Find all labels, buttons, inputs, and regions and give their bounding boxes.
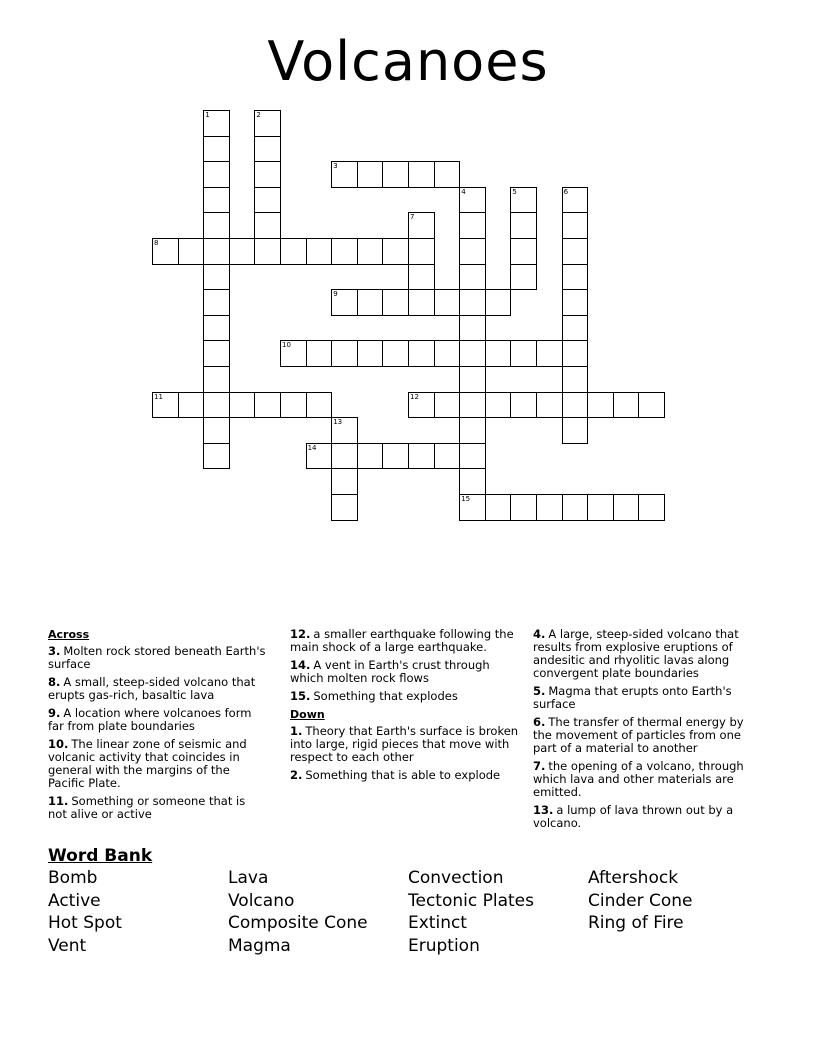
crossword-cell[interactable] bbox=[203, 110, 230, 137]
crossword-cell[interactable] bbox=[562, 315, 589, 342]
crossword-cell[interactable] bbox=[459, 315, 486, 342]
crossword-cell[interactable] bbox=[459, 366, 486, 393]
clue-number: 8 bbox=[154, 239, 159, 247]
crossword-cell[interactable] bbox=[254, 392, 281, 419]
crossword-cell[interactable] bbox=[510, 238, 537, 265]
crossword-cell[interactable] bbox=[331, 289, 358, 316]
clue-number-label: 1. bbox=[290, 724, 303, 738]
clue-across bbox=[48, 738, 266, 790]
word-bank-item: Lava bbox=[228, 868, 269, 888]
word-bank-column bbox=[408, 867, 534, 957]
crossword-cell[interactable] bbox=[434, 289, 461, 316]
clue-number-label: 9. bbox=[48, 706, 61, 720]
word-bank-item: Hot Spot bbox=[48, 913, 122, 933]
crossword-cell[interactable] bbox=[331, 340, 358, 367]
crossword-cell[interactable] bbox=[203, 417, 230, 444]
clue-number: 11 bbox=[154, 392, 163, 401]
crossword-cell[interactable] bbox=[485, 494, 512, 521]
clue-text: Theory that Earth's surface is broken into large, rigid pieces that move with respect to each other bbox=[290, 724, 519, 764]
crossword-cell[interactable] bbox=[408, 289, 435, 316]
crossword-cell[interactable] bbox=[638, 392, 665, 419]
crossword-cell[interactable] bbox=[459, 187, 486, 214]
clue-down bbox=[533, 760, 763, 799]
crossword-cell[interactable] bbox=[203, 238, 230, 265]
word-bank-item: Tectonic Plates bbox=[408, 890, 534, 911]
crossword-cell[interactable] bbox=[357, 289, 384, 316]
crossword-cell[interactable] bbox=[562, 238, 589, 265]
crossword-cell[interactable] bbox=[408, 443, 435, 470]
word-bank-item: Cinder Cone bbox=[588, 890, 693, 911]
crossword-cell[interactable] bbox=[562, 340, 589, 367]
clue-across bbox=[48, 676, 266, 702]
crossword-cell[interactable] bbox=[382, 340, 409, 367]
crossword-cell[interactable] bbox=[306, 443, 333, 470]
clue-text: Something that explodes bbox=[313, 689, 458, 703]
clues-column-2 bbox=[290, 628, 525, 787]
clues-column-1 bbox=[48, 628, 266, 826]
crossword-cell[interactable] bbox=[459, 340, 486, 367]
crossword-cell[interactable] bbox=[254, 110, 281, 137]
clue-across bbox=[290, 628, 525, 654]
word-bank-item: Aftershock bbox=[588, 868, 679, 888]
clue-down bbox=[290, 769, 525, 782]
crossword-cell[interactable] bbox=[203, 392, 230, 419]
crossword-cell[interactable] bbox=[331, 417, 358, 444]
clue-number: 14 bbox=[307, 443, 317, 452]
crossword-cell[interactable] bbox=[459, 392, 486, 419]
crossword-cell[interactable] bbox=[254, 136, 281, 163]
clue-down bbox=[290, 725, 525, 764]
clue-text: The transfer of thermal energy by the movement of particles from one part of a material to another bbox=[533, 715, 744, 755]
clue-number: 10 bbox=[282, 341, 291, 350]
crossword-cell[interactable] bbox=[229, 392, 256, 419]
crossword-cell[interactable] bbox=[280, 392, 307, 419]
word-bank-heading: Word Bank bbox=[48, 846, 153, 866]
clue-text: A small, steep-sided volcano that erupts gas-rich, basaltic lava bbox=[48, 675, 256, 702]
clue-number-label: 5. bbox=[533, 684, 546, 698]
crossword-cell[interactable] bbox=[510, 340, 537, 367]
crossword-cell[interactable] bbox=[254, 212, 281, 239]
clue-down bbox=[533, 804, 763, 830]
crossword-cell[interactable] bbox=[459, 289, 486, 316]
crossword-cell[interactable] bbox=[280, 340, 307, 367]
word-bank-item: Bomb bbox=[48, 868, 98, 888]
crossword-cell[interactable] bbox=[587, 494, 614, 521]
crossword-cell[interactable] bbox=[331, 238, 358, 265]
clue-number-label: 13. bbox=[533, 803, 554, 817]
clue-number-label: 2. bbox=[290, 768, 303, 782]
crossword-cell[interactable] bbox=[613, 494, 640, 521]
crossword-cell[interactable] bbox=[203, 187, 230, 214]
clue-number: 6 bbox=[563, 187, 569, 196]
word-bank-item: Magma bbox=[228, 935, 291, 956]
clue-text: A vent in Earth's crust through which molten rock flows bbox=[290, 658, 490, 685]
clue-number: 12 bbox=[410, 392, 419, 401]
clue-across bbox=[290, 659, 525, 685]
crossword-cell[interactable] bbox=[408, 264, 435, 291]
clue-text: Molten rock stored beneath Earth's surface bbox=[48, 644, 266, 671]
crossword-cell[interactable] bbox=[178, 392, 205, 419]
clue-text: Magma that erupts onto Earth's surface bbox=[533, 684, 732, 711]
crossword-cell[interactable] bbox=[280, 238, 307, 265]
crossword-cell[interactable] bbox=[203, 340, 230, 367]
crossword-cell[interactable] bbox=[382, 238, 409, 265]
crossword-cell[interactable] bbox=[562, 212, 589, 239]
crossword-cell[interactable] bbox=[510, 494, 537, 521]
crossword-cell[interactable] bbox=[306, 340, 333, 367]
crossword-cell[interactable] bbox=[382, 161, 409, 188]
clue-number-label: 14. bbox=[290, 658, 311, 672]
crossword-cell[interactable] bbox=[434, 161, 461, 188]
clue-number-label: 8. bbox=[48, 675, 61, 689]
crossword-cell[interactable] bbox=[331, 494, 358, 521]
crossword-cell[interactable] bbox=[203, 443, 230, 470]
clue-across bbox=[290, 690, 525, 703]
crossword-cell[interactable] bbox=[331, 468, 358, 495]
crossword-cell[interactable] bbox=[306, 392, 333, 419]
crossword-cell[interactable] bbox=[485, 340, 512, 367]
clue-number: 1 bbox=[205, 111, 210, 119]
clue-number: 7 bbox=[410, 213, 415, 222]
clue-text: a smaller earthquake following the main shock of a large earthquake. bbox=[290, 627, 514, 654]
crossword-cell[interactable] bbox=[254, 238, 281, 265]
crossword-cell[interactable] bbox=[178, 238, 205, 265]
crossword-cell[interactable] bbox=[203, 264, 230, 291]
clue-down bbox=[533, 716, 763, 755]
crossword-cell[interactable] bbox=[229, 238, 256, 265]
word-bank-item: Active bbox=[48, 890, 101, 911]
crossword-cell[interactable] bbox=[510, 187, 537, 214]
crossword-cell[interactable] bbox=[331, 161, 358, 188]
crossword-cell[interactable] bbox=[408, 212, 435, 239]
crossword-cell[interactable] bbox=[485, 289, 512, 316]
word-bank-column bbox=[228, 867, 368, 957]
clue-number-label: 3. bbox=[48, 644, 61, 658]
crossword-cell[interactable] bbox=[203, 161, 230, 188]
crossword-cell[interactable] bbox=[203, 315, 230, 342]
crossword-cell[interactable] bbox=[562, 187, 589, 214]
crossword-cell[interactable] bbox=[357, 443, 384, 470]
crossword-cell[interactable] bbox=[203, 289, 230, 316]
clue-number: 4 bbox=[461, 187, 466, 196]
word-bank-item: Extinct bbox=[408, 913, 467, 933]
crossword-cell[interactable] bbox=[254, 187, 281, 214]
clue-across bbox=[48, 645, 266, 671]
crossword-cell[interactable] bbox=[459, 443, 486, 470]
clue-text: a lump of lava thrown out by a volcano. bbox=[533, 803, 734, 830]
down-heading: Down bbox=[290, 708, 325, 721]
clues-column-3 bbox=[533, 628, 763, 835]
clue-number-label: 12. bbox=[290, 627, 311, 641]
crossword-cell[interactable] bbox=[254, 161, 281, 188]
crossword-cell[interactable] bbox=[408, 161, 435, 188]
crossword-cell[interactable] bbox=[408, 392, 435, 419]
word-bank-column bbox=[588, 867, 693, 935]
clue-number-label: 10. bbox=[48, 737, 69, 751]
word-bank-item: Composite Cone bbox=[228, 913, 368, 933]
crossword-cell[interactable] bbox=[357, 340, 384, 367]
crossword-cell[interactable] bbox=[357, 161, 384, 188]
clue-number: 2 bbox=[256, 111, 261, 119]
crossword-cell[interactable] bbox=[203, 136, 230, 163]
crossword-cell[interactable] bbox=[562, 392, 589, 419]
clue-down bbox=[533, 685, 763, 711]
crossword-cell[interactable] bbox=[510, 212, 537, 239]
clue-text: A large, steep-sided volcano that results from explosive eruptions of andesitic and rhyolitic lavas along convergent plate boundaries bbox=[533, 627, 739, 680]
crossword-cell[interactable] bbox=[203, 212, 230, 239]
clue-number-label: 15. bbox=[290, 689, 311, 703]
crossword-cell[interactable] bbox=[536, 392, 563, 419]
crossword-cell[interactable] bbox=[152, 392, 179, 419]
clue-number-label: 7. bbox=[533, 759, 546, 773]
crossword-cell[interactable] bbox=[357, 238, 384, 265]
word-bank-item: Ring of Fire bbox=[588, 913, 684, 933]
clue-number: 15 bbox=[461, 495, 471, 503]
clue-number: 3 bbox=[333, 162, 338, 171]
crossword-cell[interactable] bbox=[536, 340, 563, 367]
crossword-cell[interactable] bbox=[306, 238, 333, 265]
word-bank-item: Volcano bbox=[228, 890, 295, 911]
word-bank-column bbox=[48, 867, 122, 957]
crossword-cell[interactable] bbox=[510, 392, 537, 419]
crossword-cell[interactable] bbox=[459, 212, 486, 239]
clue-across bbox=[48, 707, 266, 733]
crossword-cell[interactable] bbox=[434, 340, 461, 367]
crossword-cell[interactable] bbox=[382, 289, 409, 316]
clue-number-label: 6. bbox=[533, 715, 546, 729]
clue-number: 9 bbox=[333, 290, 338, 299]
crossword-cell[interactable] bbox=[459, 417, 486, 444]
clue-number-label: 11. bbox=[48, 794, 69, 808]
clue-number-label: 4. bbox=[533, 627, 546, 641]
clue-text: Something that is able to explode bbox=[305, 768, 501, 782]
crossword-cell[interactable] bbox=[459, 468, 486, 495]
crossword-cell[interactable] bbox=[459, 494, 486, 521]
clue-text: A location where volcanoes form far from plate boundaries bbox=[48, 706, 252, 733]
crossword-cell[interactable] bbox=[434, 392, 461, 419]
crossword-cell[interactable] bbox=[562, 494, 589, 521]
crossword-cell[interactable] bbox=[510, 264, 537, 291]
crossword-cell[interactable] bbox=[562, 417, 589, 444]
crossword-cell[interactable] bbox=[459, 264, 486, 291]
crossword-cell[interactable] bbox=[331, 443, 358, 470]
clue-text: Something or someone that is not alive or active bbox=[48, 794, 246, 821]
crossword-cell[interactable] bbox=[536, 494, 563, 521]
crossword-cell[interactable] bbox=[638, 494, 665, 521]
clue-text: the opening of a volcano, through which lava and other materials are emitted. bbox=[533, 759, 744, 799]
clue-across bbox=[48, 795, 266, 821]
crossword-cell[interactable] bbox=[408, 340, 435, 367]
crossword-cell[interactable] bbox=[562, 264, 589, 291]
across-heading: Across bbox=[48, 628, 90, 641]
word-bank-item: Vent bbox=[48, 935, 87, 956]
crossword-cell[interactable] bbox=[434, 443, 461, 470]
crossword-cell[interactable] bbox=[152, 238, 179, 265]
page-title: Volcanoes bbox=[267, 30, 549, 93]
crossword-cell[interactable] bbox=[613, 392, 640, 419]
clue-text: The linear zone of seismic and volcanic activity that coincides in general with the margins of the Pacific Plate. bbox=[48, 737, 247, 790]
crossword-cell[interactable] bbox=[485, 392, 512, 419]
crossword-cell[interactable] bbox=[408, 238, 435, 265]
crossword-cell[interactable] bbox=[562, 289, 589, 316]
crossword-cell[interactable] bbox=[587, 392, 614, 419]
crossword-cell[interactable] bbox=[203, 366, 230, 393]
clue-down bbox=[533, 628, 763, 680]
crossword-cell[interactable] bbox=[562, 366, 589, 393]
clue-number: 5 bbox=[512, 187, 517, 196]
crossword-cell[interactable] bbox=[459, 238, 486, 265]
word-bank-item: Convection bbox=[408, 868, 504, 888]
word-bank-item: Eruption bbox=[408, 935, 480, 956]
crossword-cell[interactable] bbox=[382, 443, 409, 470]
clue-number: 13 bbox=[333, 418, 343, 427]
